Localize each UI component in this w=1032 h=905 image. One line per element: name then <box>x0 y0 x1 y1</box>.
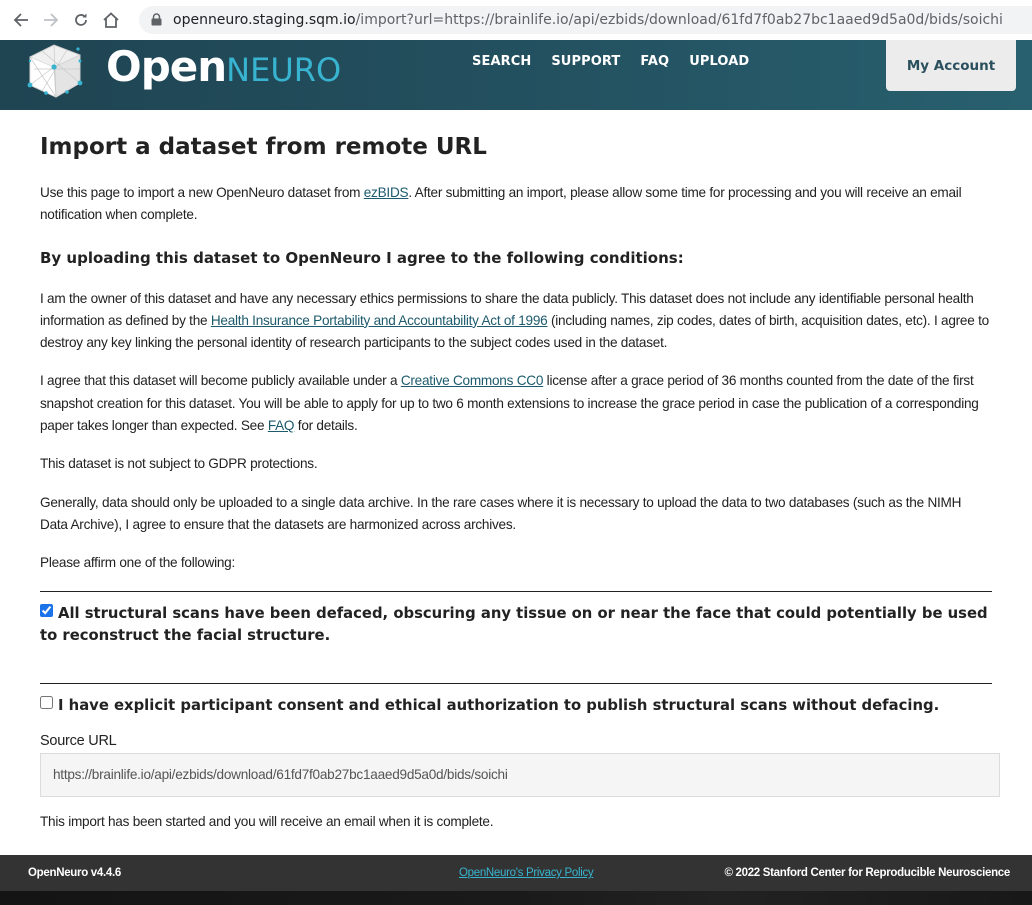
version-text: OpenNeuro v4.4.6 <box>28 867 121 879</box>
source-url-field[interactable]: https://brainlife.io/api/ezbids/download/61fd7f0ab27bc1aaed9d5a0d/bids/soichi <box>40 753 1000 797</box>
consent-label[interactable]: I have explicit participant consent and ethical authorization to publish structural scans without defacing. <box>40 695 992 717</box>
logo-wordmark: OpenNEURO <box>106 42 342 91</box>
source-url-label: Source URL <box>40 732 117 749</box>
home-icon[interactable] <box>98 7 124 33</box>
intro-text: Use this page to import a new OpenNeuro dataset from ezBIDS. After submitting an import, please allow some time for processing and you will receive an email notification when complete. <box>40 185 962 223</box>
nav-support[interactable]: SUPPORT <box>551 54 621 69</box>
cc0-link[interactable]: Creative Commons CC0 <box>400 373 544 389</box>
brain-cube-icon <box>22 39 86 99</box>
reload-icon[interactable] <box>68 7 94 33</box>
privacy-policy-link[interactable]: OpenNeuro's Privacy Policy <box>459 867 594 879</box>
site-footer <box>0 855 1032 891</box>
conditions-heading: By uploading this dataset to OpenNeuro I agree to the following conditions: <box>40 248 684 267</box>
address-bar[interactable] <box>139 6 1032 34</box>
affirm-option-defaced <box>40 591 992 667</box>
page-title: Import a dataset from remote URL <box>40 134 487 160</box>
import-page <box>0 134 1032 833</box>
my-account-button[interactable]: My Account <box>886 40 1016 91</box>
nav-faq[interactable]: FAQ <box>640 54 670 69</box>
browser-toolbar <box>0 0 1032 40</box>
main-nav <box>472 54 769 69</box>
hipaa-link[interactable]: Health Insurance Portability and Accountability Act of 1996 <box>210 312 548 328</box>
lock-icon <box>151 13 163 27</box>
openneuro-logo[interactable] <box>22 40 341 110</box>
single-archive-text: Generally, data should only be uploaded to a single data archive. In the rare cases where it is necessary to upload the data to two databases (such as the NIMH Data Archive), I agree to ensure that the datasets are harmonized across archives. <box>40 494 962 532</box>
nav-upload[interactable]: UPLOAD <box>689 54 750 69</box>
ezbids-link[interactable]: ezBIDS <box>363 185 409 200</box>
url-path: /import?url=https://brainlife.io/api/ezbids/download/61fd7f0ab27bc1aaed9d5a0d/bids/soichi <box>355 12 1003 28</box>
copyright-text: © 2022 Stanford Center for Reproducible Neuroscience <box>724 867 1010 879</box>
owner-condition-text: I am the owner of this dataset and have any necessary ethics permissions to share the data publicly. This dataset does not include any identifiable personal health information as defined by the Health Insurance Portability and Accountability Act of 1996 (including names, zip codes, dates of birth, acquisition dates, etc). I agree to destroy any key linking the personal identity of research participants to the subject codes used in the dataset. <box>40 290 989 351</box>
consent-checkbox[interactable] <box>40 696 53 709</box>
back-arrow-icon[interactable] <box>8 7 34 33</box>
import-status-text: This import has been started and you will receive an email when it is complete. <box>40 813 494 829</box>
nav-search[interactable]: SEARCH <box>472 54 532 69</box>
forward-arrow-icon[interactable] <box>38 7 64 33</box>
faq-link[interactable]: FAQ <box>267 418 295 434</box>
defaced-label[interactable]: All structural scans have been defaced, obscuring any tissue on or near the face that could potentially be used to reconstruct the facial structure. <box>40 604 988 644</box>
affirm-prompt: Please affirm one of the following: <box>40 555 236 571</box>
license-condition-text: I agree that this dataset will become publicly available under a Creative Commons CC0 license after a grace period of 36 months counted from the date of the first snapshot creation for this dataset. You will be able to apply for up to two 6 month extensions to increase the grace period in case the publication of a corresponding paper takes longer than expected. See FAQ for details. <box>40 373 979 434</box>
footer-background-image <box>0 891 1032 905</box>
url-host: openneuro.staging.sqm.io <box>173 12 356 28</box>
defaced-checkbox[interactable] <box>40 604 53 617</box>
affirm-option-consent <box>40 683 992 727</box>
gdpr-text: This dataset is not subject to GDPR protections. <box>40 456 318 472</box>
site-header <box>0 40 1032 110</box>
